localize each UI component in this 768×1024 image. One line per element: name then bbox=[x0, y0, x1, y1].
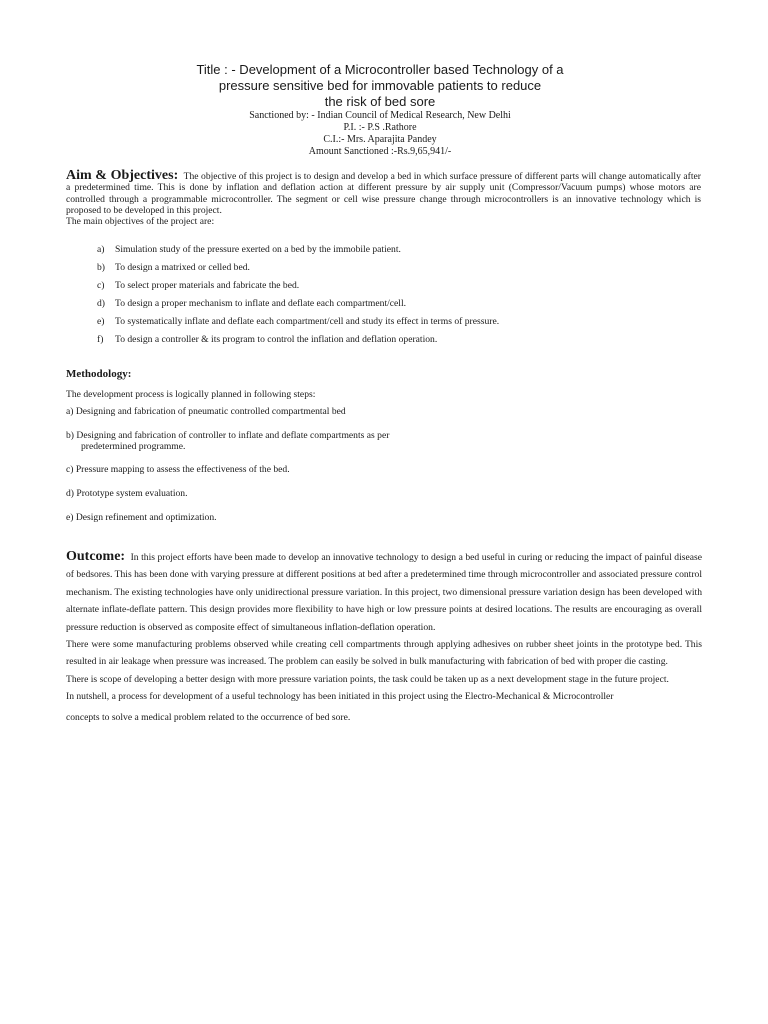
sanction-details bbox=[150, 110, 610, 158]
list-item bbox=[97, 259, 697, 277]
outcome-paragraph-4: In nutshell, a process for development of a useful technology has been initiated in this project using the Electro-Mechanical & Microcontroller bbox=[66, 691, 614, 703]
list-item-text: To systematically inflate and deflate each compartment/cell and study its effect in terms of pressure. bbox=[115, 316, 500, 327]
list-marker: a) bbox=[97, 244, 105, 255]
list-item bbox=[97, 331, 697, 349]
methodology-section bbox=[66, 367, 706, 404]
step-item: b) Designing and fabrication of controller to inflate and deflate compartments as per bbox=[66, 430, 390, 441]
amount-sanctioned: Amount Sanctioned :-Rs.9,65,941/- bbox=[308, 146, 452, 157]
list-item-text: To design a controller & its program to control the inflation and deflation operation. bbox=[115, 334, 438, 345]
outcome-paragraph-2: There were some manufacturing problems observed while creating cell compartments through applying adhesives on rubber sheet joints in the prototype bed. This resulted in air leakage when pressure was increased. The problem can easily be solved in bulk manufacturing with fabrication of bed with proper die casting. bbox=[66, 639, 702, 668]
aim-heading: Aim & Objectives: bbox=[66, 168, 179, 183]
aim-paragraph bbox=[66, 170, 701, 216]
step-item: a) Designing and fabrication of pneumatic controlled compartmental bed bbox=[66, 406, 346, 417]
list-item-text: To design a matrixed or celled bed. bbox=[115, 262, 250, 273]
list-marker: b) bbox=[97, 262, 105, 273]
objectives-list bbox=[97, 241, 697, 349]
title-line: Title : - Development of a Microcontroller based Technology of a bbox=[196, 62, 564, 77]
list-item bbox=[97, 241, 697, 259]
outcome-text: In this project efforts have been made to develop an innovative technology to design a bed useful in curing or reducing the impact of painful disease of bedsores. This has been done with varying pressure at different positions at bed after a predetermined time through microcontroller and associated pressure control mechanism. The existing technologies have only unidirectional pressure variation. In this project, two dimensional pressure variation design has been developed with alternate inflate-deflate pattern. This design provides more flexibility to have high or low pressure points at desired locations. The results are encouraging as overall pressure reduction is observed as composite effect of simultaneous inflation-deflation operation. bbox=[66, 552, 702, 633]
principal-investigator: P.I. :- P.S .Rathore bbox=[343, 122, 417, 133]
list-item bbox=[97, 277, 697, 295]
step-item: c) Pressure mapping to assess the effectiveness of the bed. bbox=[66, 464, 290, 475]
list-marker: f) bbox=[97, 334, 104, 345]
objectives-intro: The main objectives of the project are: bbox=[66, 216, 215, 228]
list-item-text: Simulation study of the pressure exerted on a bed by the immobile patient. bbox=[115, 244, 401, 255]
list-item-text: To select proper materials and fabricate the bed. bbox=[115, 280, 300, 291]
title-block bbox=[120, 62, 640, 110]
list-marker: e) bbox=[97, 316, 105, 327]
list-marker: d) bbox=[97, 298, 105, 309]
sanctioned-by: Sanctioned by: - Indian Council of Medical Research, New Delhi bbox=[249, 110, 511, 121]
step-item: d) Prototype system evaluation. bbox=[66, 488, 188, 499]
step-item-continued: predetermined programme. bbox=[81, 441, 186, 452]
aim-objectives-section bbox=[66, 170, 701, 227]
outcome-paragraph-3: There is scope of developing a better design with more pressure variation points, the task could be taken up as a next development stage in the future project. bbox=[66, 673, 669, 685]
aim-text: The objective of this project is to design and develop a bed in which surface pressure of different parts will change automatically after a predetermined time. This is done by inflation and deflation action at different pressure by air supply unit (Compressor/Vacuum pumps) whose motors are controlled through a programmable microcontroller. The segment or cell wise pressure change through microcontrollers is an innovative technology which is proposed to be developed in this project. bbox=[66, 171, 701, 216]
list-marker: c) bbox=[97, 280, 105, 291]
outcome-paragraph bbox=[66, 548, 702, 636]
outcome-paragraph-4-end: concepts to solve a medical problem related to the occurrence of bed sore. bbox=[66, 711, 351, 723]
title-line: pressure sensitive bed for immovable patients to reduce bbox=[218, 78, 542, 93]
title-line: the risk of bed sore bbox=[324, 94, 436, 109]
list-item bbox=[97, 313, 697, 331]
list-item bbox=[97, 295, 697, 313]
list-item-text: To design a proper mechanism to inflate and deflate each compartment/cell. bbox=[115, 298, 407, 309]
methodology-heading: Methodology: bbox=[66, 368, 132, 380]
outcome-section bbox=[66, 548, 702, 730]
co-investigator: C.I.:- Mrs. Aparajita Pandey bbox=[323, 134, 437, 145]
methodology-intro: The development process is logically planned in following steps: bbox=[66, 389, 316, 400]
outcome-heading: Outcome: bbox=[66, 549, 126, 564]
step-item: e) Design refinement and optimization. bbox=[66, 512, 217, 523]
